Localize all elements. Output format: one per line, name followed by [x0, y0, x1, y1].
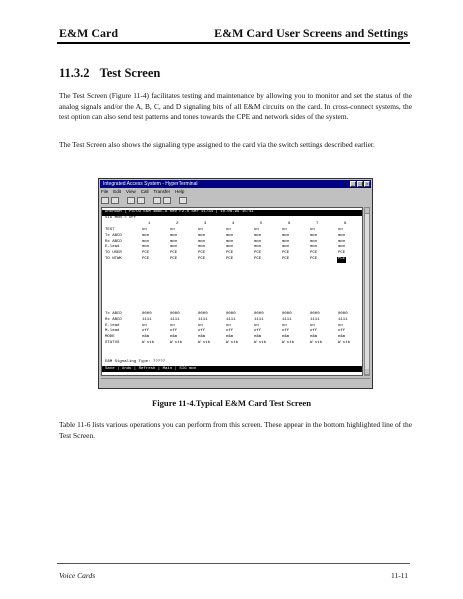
row-value[interactable]: off — [310, 329, 318, 334]
row-value[interactable]: PCE — [170, 251, 178, 256]
menu-help[interactable]: Help — [175, 189, 185, 194]
row-value[interactable]: mon — [282, 239, 290, 244]
window-titlebar — [100, 180, 371, 188]
row-value[interactable]: W stb — [198, 341, 211, 345]
row-value[interactable]: W stb — [310, 341, 323, 345]
row-value[interactable]: mon — [310, 233, 318, 238]
row-value[interactable]: mon — [282, 245, 290, 250]
row-value[interactable]: 1111 — [310, 317, 320, 322]
row-value[interactable]: 0000 — [254, 312, 264, 316]
row-value[interactable]: mon — [142, 245, 150, 250]
row-label: Tx ABCD — [105, 312, 122, 316]
row-value[interactable]: PCE — [310, 251, 318, 256]
row-value[interactable]: mon — [198, 233, 206, 238]
row-value[interactable]: e&m — [198, 335, 206, 340]
row-value[interactable]: PCE — [282, 251, 290, 256]
terminal-screen[interactable] — [101, 207, 363, 376]
row-label: Rx ABCD — [105, 239, 122, 244]
row-label: Rx ABCD — [105, 317, 122, 322]
row-value[interactable]: mon — [338, 245, 346, 250]
new-connection-icon[interactable] — [101, 197, 109, 204]
window-toolbar — [101, 197, 187, 205]
row-value[interactable]: W stb — [338, 341, 351, 345]
row-value[interactable]: on — [198, 228, 203, 232]
row-value[interactable]: 1111 — [170, 317, 180, 322]
row-value[interactable]: off — [170, 329, 178, 334]
row-value[interactable]: mon — [170, 233, 178, 238]
section-heading — [59, 66, 160, 81]
row-value[interactable]: mon — [198, 239, 206, 244]
row-value[interactable]: off — [282, 329, 290, 334]
row-label: E-lead — [105, 245, 120, 250]
terminal-window-figure — [98, 178, 373, 389]
row-value[interactable]: on — [254, 323, 259, 328]
paragraph-intro: The Test Screen (Figure 11-4) facilitates testing and maintenance by allowing you to monitor and set the status of the analog signals and/or the A, B, C, and D signaling bits of all E&M circuits on the card. In cross-connect systems, the test option can also send test patterns and tones towards the CPE and network sides of the system. — [59, 91, 412, 122]
row-value[interactable]: W stb — [170, 341, 183, 345]
window-statusbar — [101, 378, 370, 386]
row-value[interactable]: off — [338, 329, 346, 334]
row-value[interactable]: e&m — [254, 335, 262, 340]
column-number: 1 — [148, 222, 151, 226]
section-title: Test Screen — [99, 66, 161, 80]
row-label: TO NTWK — [105, 257, 122, 261]
row-value[interactable]: on — [310, 323, 315, 328]
receive-icon[interactable] — [163, 197, 171, 204]
row-value[interactable]: 1111 — [338, 317, 348, 322]
row-value[interactable]: PCE — [198, 251, 206, 256]
row-value[interactable]: e&m — [142, 335, 150, 340]
window-menubar — [101, 189, 184, 195]
row-value[interactable]: mon — [170, 239, 178, 244]
window-controls — [350, 181, 370, 187]
paragraph-signaling: The Test Screen also shows the signaling type assigned to the card via the switch settings described earlier. — [59, 140, 375, 149]
row-label: STATUS — [105, 341, 120, 345]
row-value[interactable]: off — [198, 329, 206, 334]
terminal-header-line: unknown | P3/U3 E&M 4W6E-8 Rev F2-0 Ser 11734 | 10-06-99 15:41 — [102, 210, 362, 216]
row-value[interactable]: PCE — [310, 257, 318, 261]
row-value[interactable]: PCE — [254, 257, 262, 261]
row-value[interactable]: mon — [338, 233, 346, 238]
row-value[interactable]: mon — [254, 239, 262, 244]
row-value[interactable]: mon — [226, 239, 234, 244]
row-value[interactable]: on — [142, 228, 147, 232]
row-value[interactable]: mon — [226, 245, 234, 250]
row-value[interactable]: 0000 — [282, 312, 292, 316]
column-number: 6 — [288, 222, 291, 226]
row-value[interactable]: PCE — [338, 251, 346, 256]
running-header-left: E&M Card — [59, 26, 118, 40]
row-value[interactable]: PCE — [142, 257, 150, 261]
menu-edit[interactable]: Edit — [113, 189, 122, 194]
row-value[interactable]: 0000 — [142, 312, 152, 316]
row-value[interactable]: 0000 — [226, 312, 236, 316]
row-value[interactable]: 1111 — [142, 317, 152, 322]
row-value[interactable]: mon — [310, 239, 318, 244]
row-value[interactable]: W stb — [226, 341, 239, 345]
properties-icon[interactable] — [179, 197, 187, 204]
row-value[interactable]: 1111 — [198, 317, 208, 322]
row-value[interactable]: 0000 — [170, 312, 180, 316]
row-value[interactable]: e&m — [226, 335, 234, 340]
signaling-type-line: E&M Signaling Type: ????? — [105, 360, 166, 364]
row-value[interactable]: e&m — [170, 335, 178, 340]
row-value[interactable]: 0000 — [310, 312, 320, 316]
figure-caption: Figure 11-4.Typical E&M Card Test Screen — [152, 398, 311, 408]
sig-mon-line: SIG MON = OFF — [105, 216, 137, 220]
row-value[interactable]: e&m — [310, 335, 318, 340]
row-value[interactable]: off — [254, 329, 262, 334]
row-value[interactable]: on — [282, 323, 287, 328]
row-value[interactable]: on — [310, 228, 315, 232]
row-value[interactable]: PCE — [338, 257, 346, 261]
row-value[interactable]: mon — [198, 245, 206, 250]
scroll-down-icon[interactable] — [365, 369, 369, 375]
row-value[interactable]: on — [226, 323, 231, 328]
footer-left: Voice Cards — [59, 571, 96, 580]
row-value[interactable]: 0000 — [198, 312, 208, 316]
row-value[interactable]: W stb — [282, 341, 295, 345]
terminal-row — [102, 341, 362, 347]
row-label: TEST — [105, 228, 115, 232]
menu-transfer[interactable]: Transfer — [153, 189, 171, 194]
row-label: Tx ABCD — [105, 233, 122, 238]
menu-file[interactable]: File — [101, 189, 109, 194]
column-number: 4 — [232, 222, 235, 226]
terminal-row — [102, 257, 362, 263]
row-value[interactable]: e&m — [338, 335, 346, 340]
terminal-bottom-menu[interactable]: Save | Undo | Refresh | Main | SIG mon — [102, 366, 362, 372]
menu-view[interactable]: View — [126, 189, 136, 194]
row-value[interactable]: 1111 — [226, 317, 236, 322]
open-icon[interactable] — [111, 197, 119, 204]
send-icon[interactable] — [153, 197, 161, 204]
column-number: 3 — [204, 222, 207, 226]
row-value[interactable]: PCE — [170, 257, 178, 261]
vertical-scrollbar[interactable] — [364, 207, 370, 376]
row-value[interactable]: mon — [142, 233, 150, 238]
section-number: 11.3.2 — [59, 66, 90, 80]
row-value[interactable]: on — [226, 228, 231, 232]
row-value[interactable]: mon — [310, 245, 318, 250]
row-value[interactable]: mon — [282, 233, 290, 238]
row-value[interactable]: PCE — [282, 257, 290, 261]
window-title: Integrated Access System - HyperTerminal — [103, 181, 198, 187]
row-value[interactable]: 1111 — [254, 317, 264, 322]
row-value[interactable]: PCE — [226, 257, 234, 261]
row-value[interactable]: PCE — [198, 257, 206, 261]
row-value[interactable]: on — [338, 228, 343, 232]
row-label: MODE — [105, 335, 115, 340]
row-value[interactable]: 1111 — [282, 317, 292, 322]
row-value[interactable]: W stb — [142, 341, 155, 345]
page-number: 11-11 — [391, 571, 408, 580]
close-icon[interactable]: × — [365, 181, 369, 186]
row-value[interactable]: e&m — [282, 335, 290, 340]
disconnect-icon[interactable] — [137, 197, 145, 204]
column-number: 8 — [344, 222, 347, 226]
row-value[interactable]: on — [170, 323, 175, 328]
row-value[interactable]: on — [338, 323, 343, 328]
maximize-icon[interactable]: □ — [358, 181, 362, 186]
footer-rule — [57, 563, 410, 564]
row-value[interactable]: off — [226, 329, 234, 334]
row-value[interactable]: mon — [142, 239, 150, 244]
menu-call[interactable]: Call — [140, 189, 149, 194]
row-value[interactable]: PCE — [226, 251, 234, 256]
header-rule — [57, 42, 410, 44]
scroll-up-icon[interactable] — [365, 208, 369, 214]
column-number: 7 — [316, 222, 319, 226]
row-value[interactable]: 0000 — [338, 312, 348, 316]
row-value[interactable]: on — [198, 323, 203, 328]
row-value[interactable]: W stb — [254, 341, 267, 345]
row-value[interactable]: mon — [254, 233, 262, 238]
row-label: TO USER — [105, 251, 122, 256]
row-label: E-lead — [105, 323, 120, 328]
row-value[interactable]: PCE — [142, 251, 150, 256]
column-number: 2 — [176, 222, 179, 226]
row-value[interactable]: off — [142, 329, 150, 334]
column-numbers-row — [102, 222, 362, 228]
column-number: 5 — [260, 222, 263, 226]
row-value[interactable]: mon — [338, 239, 346, 244]
minimize-icon[interactable]: _ — [351, 181, 355, 186]
row-value[interactable]: on — [142, 323, 147, 328]
row-value[interactable]: on — [254, 228, 259, 232]
connect-icon[interactable] — [127, 197, 135, 204]
row-value[interactable]: PCE — [254, 251, 262, 256]
paragraph-table-reference: Table 11-6 lists various operations you can perform from this screen. These appear in the bottom highlighted line of the Test Screen. — [59, 420, 412, 440]
row-value[interactable]: mon — [254, 245, 262, 250]
row-value[interactable]: mon — [226, 233, 234, 238]
row-label: M-lead — [105, 329, 120, 334]
row-value[interactable]: on — [282, 228, 287, 232]
running-header-right: E&M Card User Screens and Settings — [214, 26, 408, 40]
row-value[interactable]: on — [170, 228, 175, 232]
row-value[interactable]: mon — [170, 245, 178, 250]
